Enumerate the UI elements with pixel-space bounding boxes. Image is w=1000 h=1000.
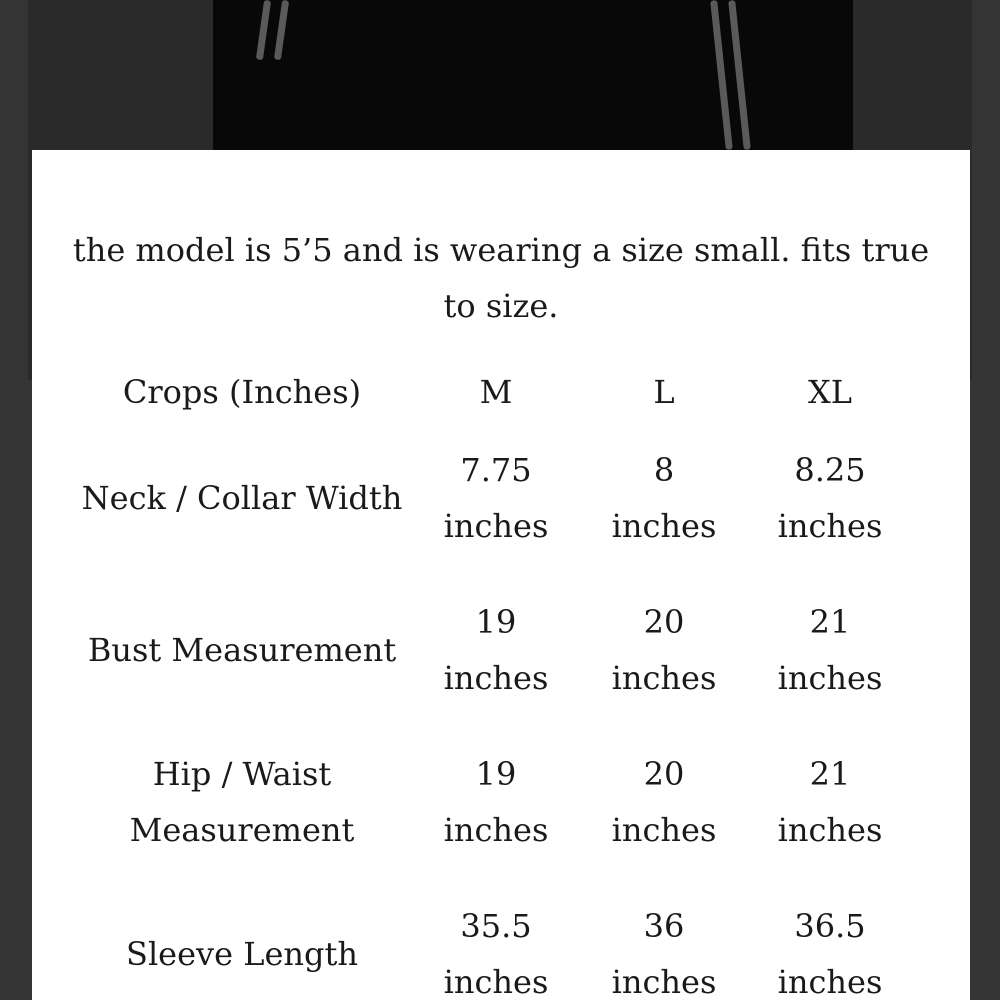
size-cell: [748, 878, 912, 1000]
cell-unit: inches: [443, 963, 549, 1000]
cell-value: 8: [653, 451, 675, 489]
column-header-size-m: M: [479, 373, 513, 411]
cell-value: 36: [643, 907, 685, 945]
fit-note: the model is 5’5 and is wearing a size small. fits true to size.: [72, 231, 930, 325]
cell-value: 21: [809, 603, 851, 641]
column-header-measurement: Crops (Inches): [122, 373, 362, 411]
cell-value: 8.25: [794, 451, 866, 489]
cell-value: 7.75: [460, 451, 532, 489]
table-header-row: [72, 362, 912, 422]
size-cell: [580, 422, 748, 574]
size-cell: [580, 574, 748, 726]
size-cell: [412, 422, 580, 574]
size-cell: [748, 726, 912, 878]
column-header-size-xl: XL: [807, 373, 853, 411]
size-chart-table: [72, 362, 912, 1000]
table-row: [72, 574, 912, 726]
size-cell: [412, 878, 580, 1000]
size-cell: [412, 726, 580, 878]
cell-unit: inches: [443, 507, 549, 545]
row-label: Sleeve Length: [126, 935, 358, 973]
cell-value: 20: [643, 755, 685, 793]
row-label: Neck / Collar Width: [81, 479, 403, 517]
size-cell: [748, 422, 912, 574]
cell-unit: inches: [611, 811, 717, 849]
cell-value: 19: [475, 755, 517, 793]
cell-unit: inches: [611, 507, 717, 545]
cell-unit: inches: [777, 507, 883, 545]
cell-value: 35.5: [460, 907, 532, 945]
table-row: [72, 422, 912, 574]
cell-unit: inches: [443, 811, 549, 849]
row-label: Hip / Waist Measurement: [129, 755, 355, 849]
size-cell: [748, 574, 912, 726]
cell-value: 21: [809, 755, 851, 793]
cell-unit: inches: [443, 659, 549, 697]
table-row: [72, 878, 912, 1000]
size-cell: [580, 878, 748, 1000]
cell-unit: inches: [777, 963, 883, 1000]
cell-unit: inches: [777, 659, 883, 697]
size-chart-modal: [32, 150, 970, 1000]
size-cell: [412, 574, 580, 726]
cell-unit: inches: [611, 659, 717, 697]
row-label: Bust Measurement: [87, 631, 397, 669]
size-cell: [580, 726, 748, 878]
cell-value: 20: [643, 603, 685, 641]
column-header-size-l: L: [653, 373, 675, 411]
cell-value: 19: [475, 603, 517, 641]
cell-unit: inches: [611, 963, 717, 1000]
cell-unit: inches: [777, 811, 883, 849]
cell-value: 36.5: [794, 907, 866, 945]
table-row: [72, 726, 912, 878]
